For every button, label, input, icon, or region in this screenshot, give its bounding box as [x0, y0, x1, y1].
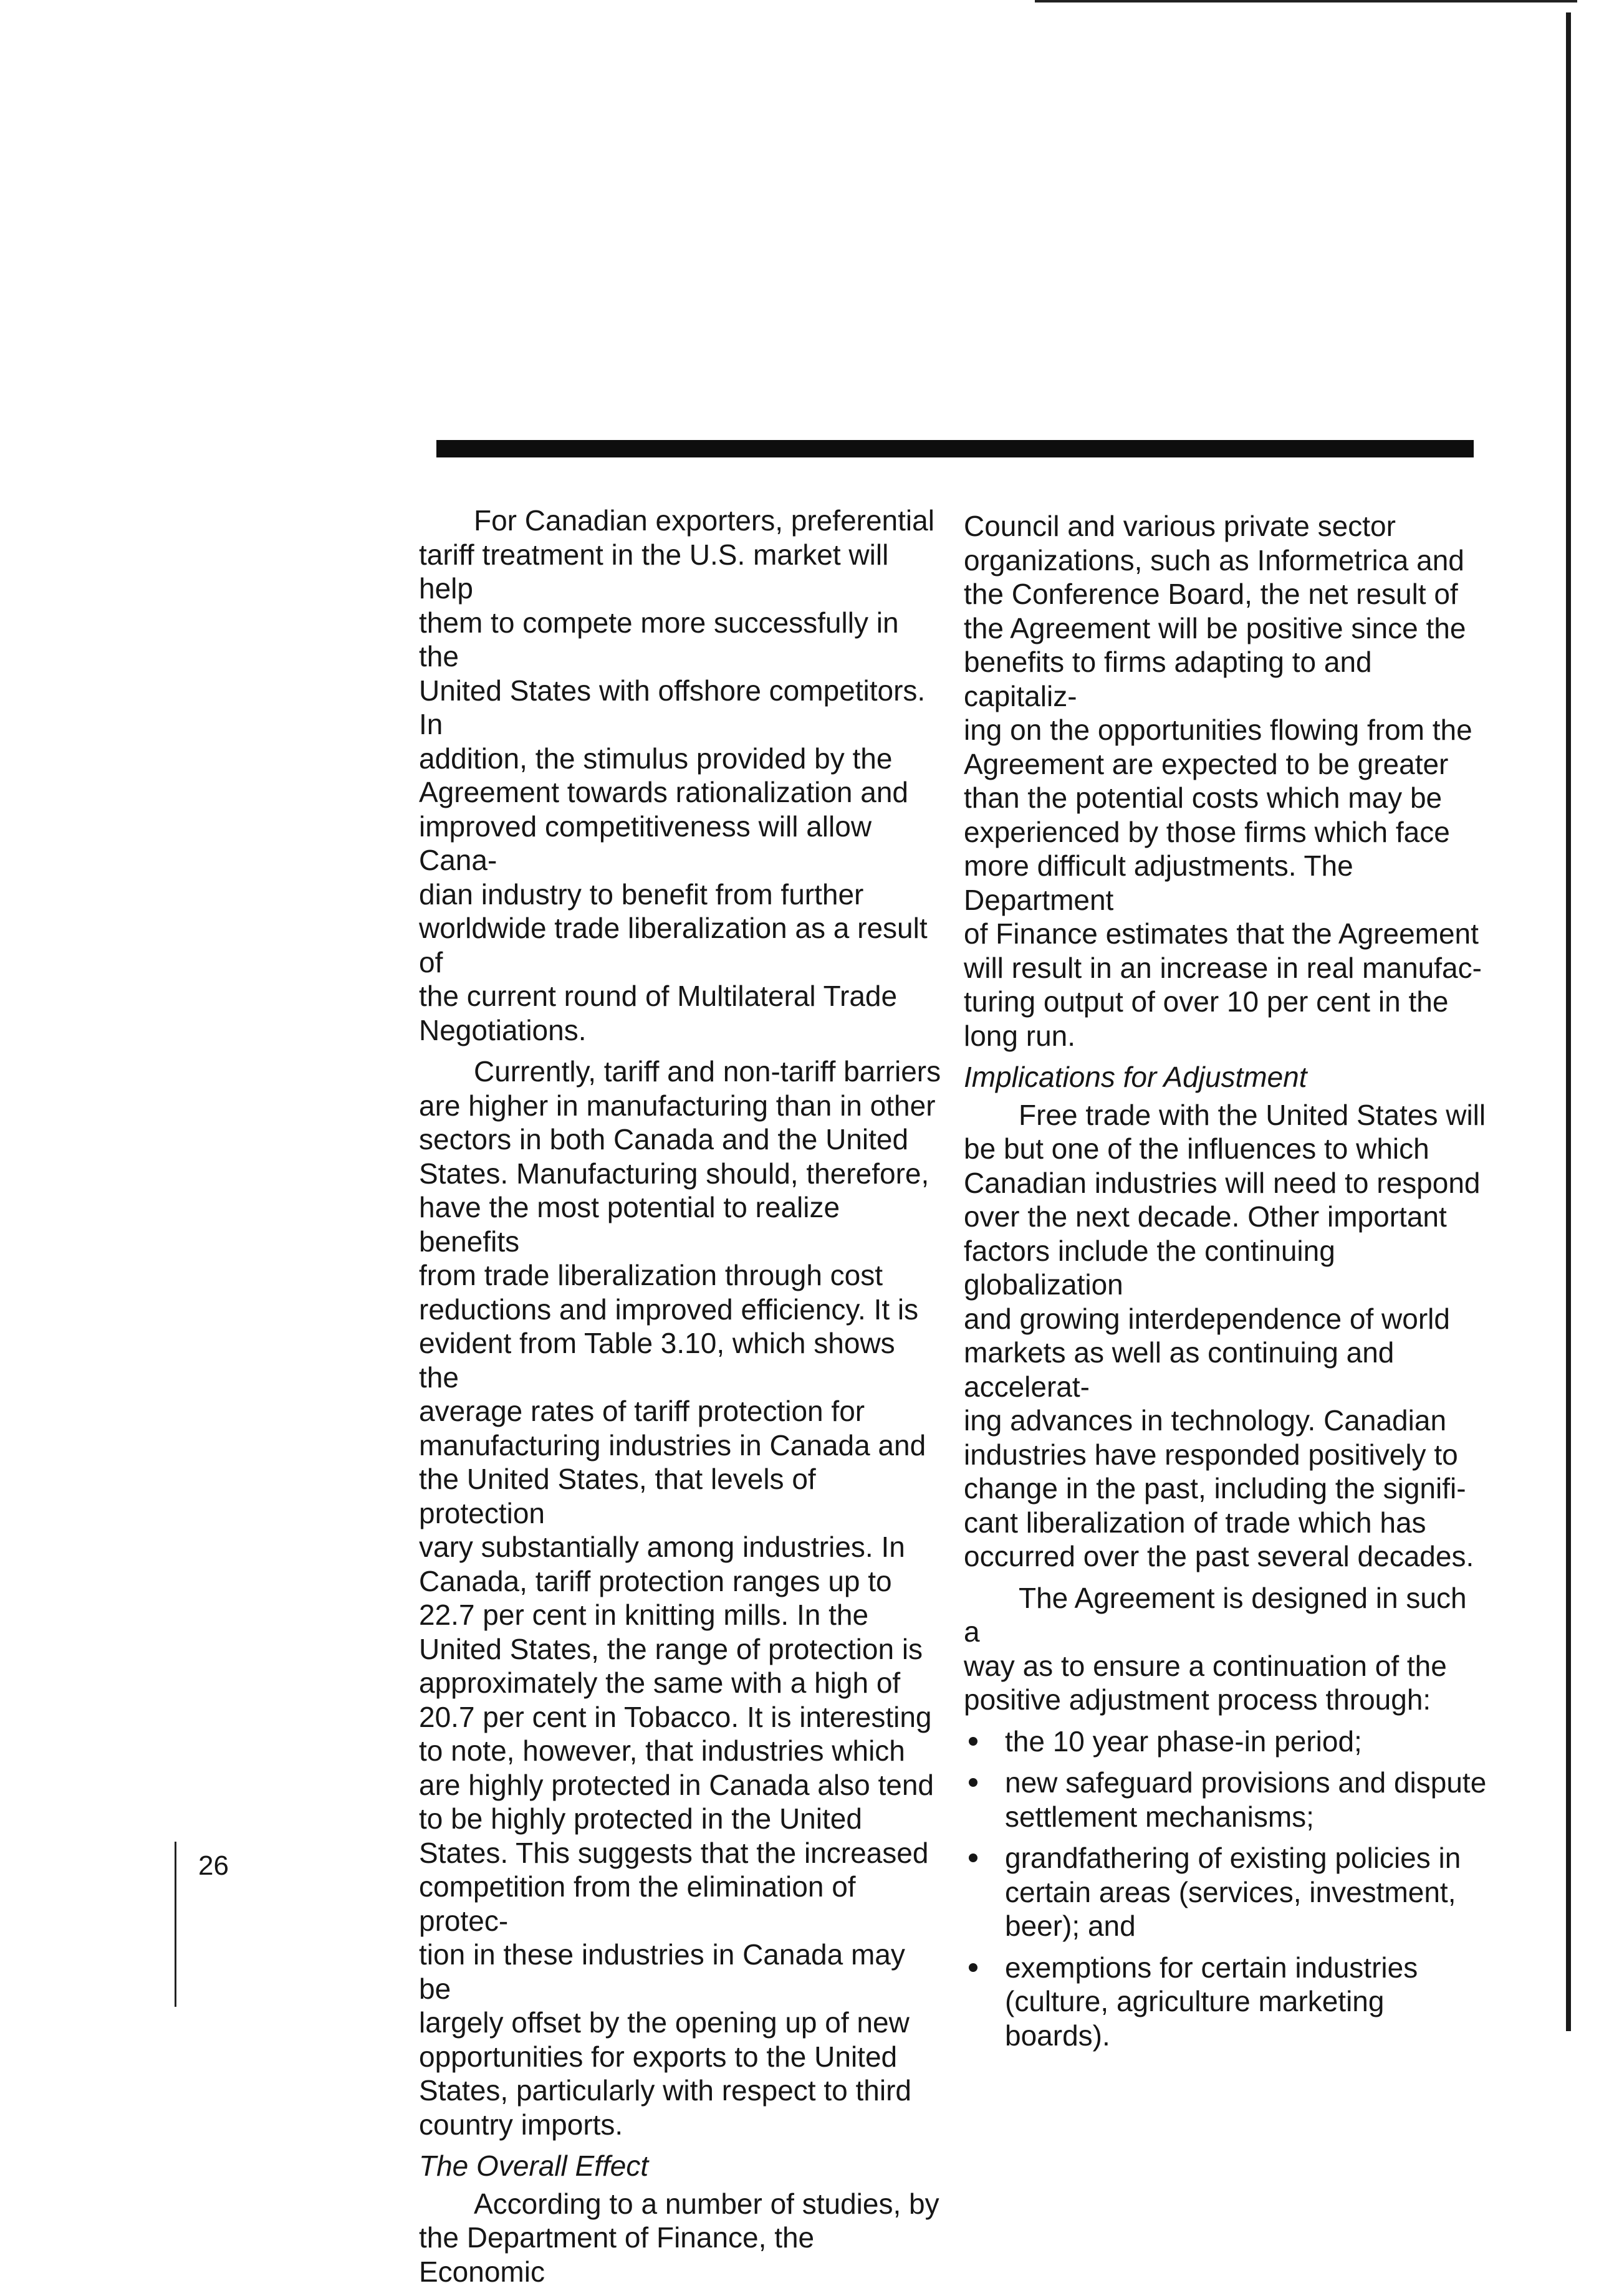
list-item: [964, 1951, 1487, 2053]
list-item-text: exemptions for certain industries (culture, agriculture marketing boards).: [1005, 1951, 1418, 2052]
scan-top-edge-line: [1035, 0, 1577, 2]
paragraph-tariff-barriers: Currently, tariff and non-tariff barriers are higher in manufacturing than in other sectors in both Canada and the United States. Manufacturing should, therefore, have the most potential to realize benefits from trade liberalization through cost reductions and improved efficiency. It is evident from Table 3.10, which shows the average rates of tariff protection for manufacturing industries in Canada and the United States, that levels of protection vary substantially among industries. In Canada, tariff protection ranges up to 22.7 per cent in knitting mills. In the United States, the range of protection is approximately the same with a high of 20.7 per cent in Tobacco. It is interesting to note, however, that industries which are highly protected in Canada also tend to be highly protected in the United States. This suggests that the increased competition from the elimination of protec- tion in these industries in Canada may be largely offset by the opening up of new opportunities for exports to the United States, particularly with respect to third country imports.: [419, 1055, 941, 2141]
bullet-icon: [969, 1737, 977, 1746]
left-text-column: [419, 504, 943, 2296]
list-item: [964, 1724, 1487, 1759]
section-header-rule: [436, 440, 1474, 457]
paragraph-exporters: For Canadian exporters, preferential tariff treatment in the U.S. market will help them to compete more successfully in the United States with offshore competitors. In addition, the stimulus provided by the Agreement towards rationalization and improved competitiveness will allow Cana- dian industry to benefit from further worldwide trade liberalization as a result of the current round of Multilateral Trade Negotiations.: [419, 504, 934, 1046]
bullet-icon: [969, 1778, 977, 1787]
paragraph-studies: According to a number of studies, by the Department of Finance, the Economic: [419, 2187, 939, 2288]
list-item: [964, 1841, 1487, 1943]
bullet-icon: [969, 1963, 977, 1972]
heading-implications-for-adjustment: Implications for Adjustment: [964, 1061, 1307, 1093]
paragraph-agreement-design: The Agreement is designed in such a way as to ensure a continuation of the positive adjustment process through:: [964, 1581, 1467, 1716]
bullet-icon: [969, 1854, 977, 1862]
right-text-column: [964, 509, 1487, 2060]
list-item-text: the 10 year phase-in period;: [1005, 1724, 1362, 1758]
page-margin-bar: [175, 1842, 176, 2007]
paragraph-studies-continued: Council and various private sector organizations, such as Informetrica and the Conference Board, the net result of the Agreement will be positive since the benefits to firms adapting to and capitaliz- ing on the opportunities flowing from the Agreement are expected to be greater than the potential costs which may be experienced by those firms which face more difficult adjustments. The Department of Finance estimates that the Agreement will result in an increase in real manufac- turing output of over 10 per cent in the long run.: [964, 510, 1482, 1052]
list-item-text: new safeguard provisions and dispute settlement mechanisms;: [1005, 1766, 1487, 1833]
list-item-text: grandfathering of existing policies in certain areas (services, investment, beer); and: [1005, 1842, 1461, 1942]
adjustment-measures-list: [964, 1724, 1487, 2053]
scan-right-edge-line: [1566, 12, 1571, 2031]
page-number: 26: [198, 1850, 229, 1881]
list-item: [964, 1766, 1487, 1834]
paragraph-free-trade-influences: Free trade with the United States will be but one of the influences to which Canadian industries will need to respond over the next decade. Other important factors include the continuing globalization and growing interdependence of world markets as well as continuing and accelerat- ing advances in technology. Canadian industries have responded positively to change in the past, including the signifi- cant liberalization of trade which has occurred over the past several decades.: [964, 1098, 1486, 1572]
heading-overall-effect: The Overall Effect: [419, 2150, 649, 2182]
